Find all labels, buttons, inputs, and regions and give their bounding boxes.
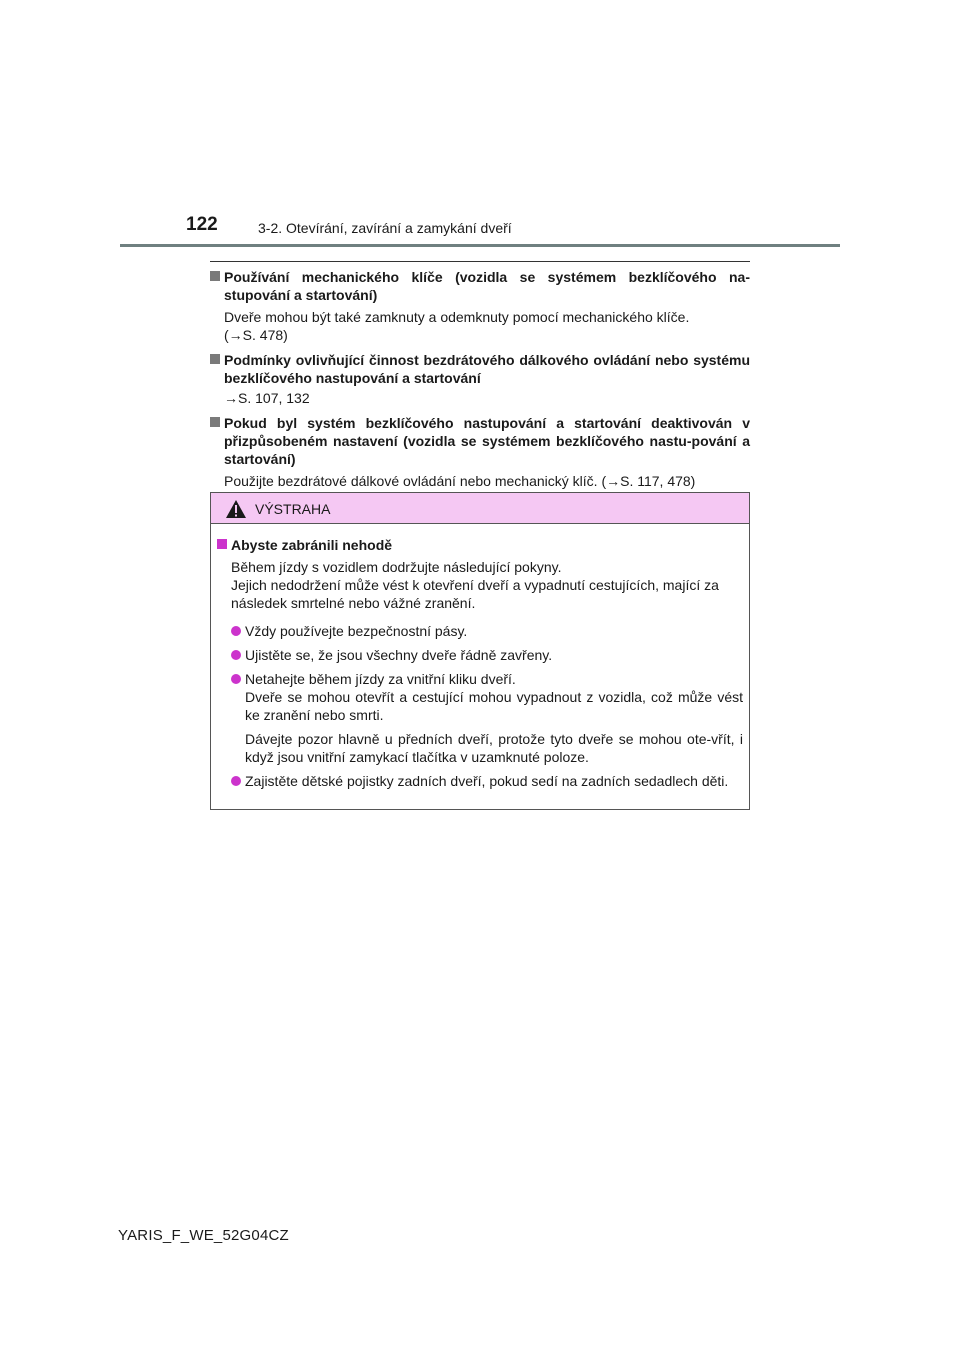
warning-intro-line1: Během jízdy s vozidlem dodržujte následující pokyny. bbox=[231, 559, 562, 575]
warning-triangle-icon bbox=[225, 499, 247, 519]
item-conditions bbox=[210, 351, 750, 407]
item-text-body: Dveře mohou být také zamknuty a odemknuty pomocí mechanického klíče. bbox=[224, 309, 690, 325]
magenta-dot-bullet-icon bbox=[231, 776, 241, 786]
bullet-text-line1: Netahejte během jízdy za vnitřní kliku dveří. bbox=[245, 671, 516, 687]
warning-box bbox=[210, 492, 750, 810]
bullet-text: Zajistěte dětské pojistky zadních dveří, pokud sedí na zadních sedadlech děti. bbox=[245, 773, 729, 789]
warning-intro bbox=[231, 558, 743, 612]
page-reference: (→S. 478) bbox=[224, 327, 288, 343]
warning-title: VÝSTRAHA bbox=[255, 501, 331, 517]
square-bullet-icon bbox=[210, 417, 220, 427]
section-title: 3-2. Otevírání, zavírání a zamykání dveří bbox=[258, 220, 512, 236]
warning-header bbox=[211, 493, 749, 524]
item-text bbox=[224, 308, 750, 344]
magenta-dot-bullet-icon bbox=[231, 674, 241, 684]
item-mechanical-key bbox=[210, 268, 750, 344]
bullet-text bbox=[245, 670, 743, 724]
item-heading: Podmínky ovlivňující činnost bezdrátového dálkového ovládání nebo systému bezklíčového nastupování a startování bbox=[224, 352, 750, 386]
warning-bullet-seatbelts bbox=[231, 622, 743, 640]
warning-bullet-handle bbox=[231, 670, 743, 766]
footer-code: YARIS_F_WE_52G04CZ bbox=[118, 1227, 289, 1244]
warning-bullet-child-locks bbox=[231, 772, 743, 790]
magenta-square-bullet-icon bbox=[217, 539, 227, 549]
bullet-text-extra: Dávejte pozor hlavně u předních dveří, protože tyto dveře se mohou ote-vřít, i když jsou vnitřní zamykací tlačítka v uzamknuté poloze. bbox=[245, 731, 743, 765]
content bbox=[210, 268, 750, 497]
item-heading: Pokud byl systém bezklíčového nastupování a startování deaktivován v přizpůsobeném nastavení (vozidla se systémem bezklíčového nastu-pování a startování) bbox=[224, 415, 750, 467]
page-reference: →S. 107, 132 bbox=[224, 390, 310, 406]
magenta-dot-bullet-icon bbox=[231, 650, 241, 660]
warning-intro-line2: Jejich nedodržení může vést k otevření dveří a vypadnutí cestujících, mající za následek smrtelné nebo vážné zranění. bbox=[231, 577, 719, 611]
magenta-dot-bullet-icon bbox=[231, 626, 241, 636]
warning-body bbox=[211, 524, 749, 790]
square-bullet-icon bbox=[210, 271, 220, 281]
bullet-text: Vždy používejte bezpečnostní pásy. bbox=[245, 623, 468, 639]
item-text: Použijte bezdrátové dálkové ovládání nebo mechanický klíč. (→S. 117, 478) bbox=[224, 473, 696, 489]
item-heading: Používání mechanického klíče (vozidla se systémem bezklíčového na-stupování a startování) bbox=[224, 269, 750, 303]
content-rule bbox=[210, 261, 750, 262]
page-number: 122 bbox=[186, 214, 218, 235]
header-rule bbox=[120, 244, 840, 247]
item-deactivated-system bbox=[210, 414, 750, 490]
bullet-text-line2: Dveře se mohou otevřít a cestující mohou vypadnout z vozidla, což může vést ke zranění nebo smrti. bbox=[245, 689, 743, 723]
square-bullet-icon bbox=[210, 354, 220, 364]
bullet-text: Ujistěte se, že jsou všechny dveře řádně zavřeny. bbox=[245, 647, 553, 663]
warning-bullet-doors-closed bbox=[231, 646, 743, 664]
warning-item bbox=[217, 536, 743, 790]
warning-heading: Abyste zabránili nehodě bbox=[231, 537, 393, 553]
